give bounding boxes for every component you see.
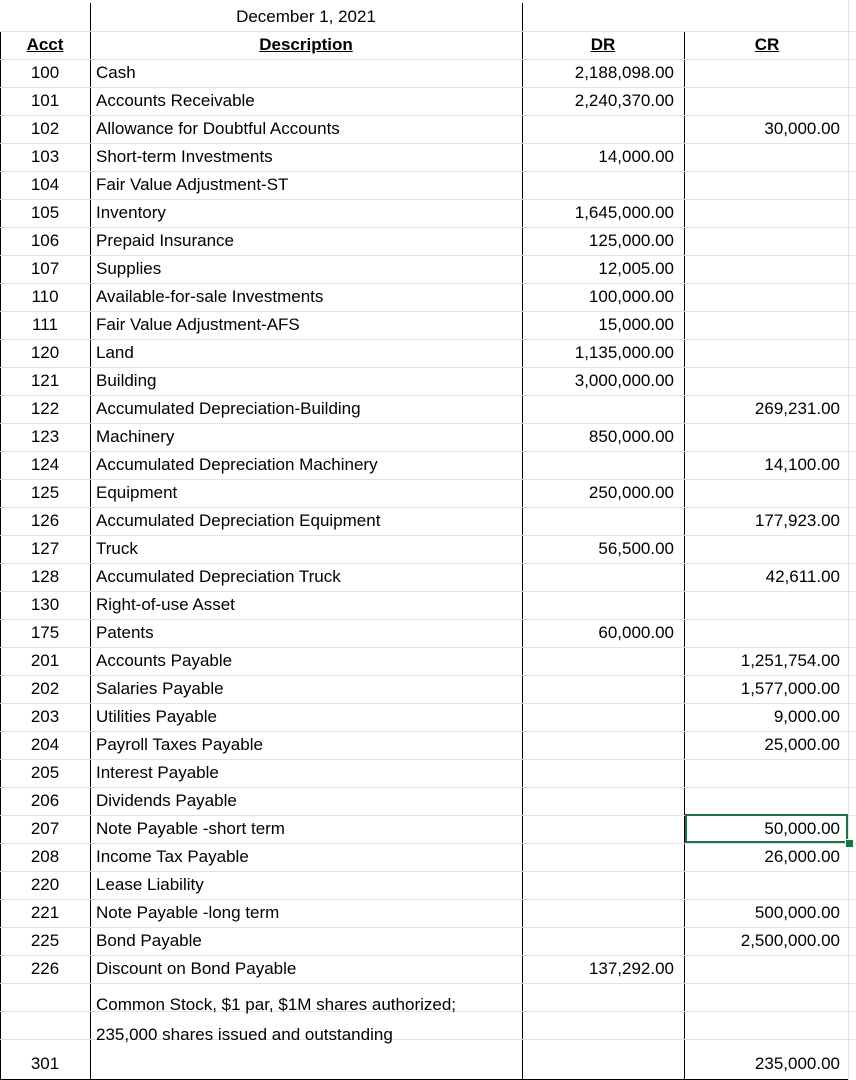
dr-cell[interactable] — [522, 395, 674, 423]
description-cell[interactable]: Available-for-sale Investments — [96, 287, 324, 306]
description-cell[interactable]: Salaries Payable — [96, 679, 224, 698]
description-cell[interactable]: Accumulated Depreciation Machinery — [96, 455, 378, 474]
cr-cell[interactable] — [684, 535, 840, 563]
acct-cell[interactable]: 125 — [30, 483, 60, 502]
dr-cell[interactable]: 15,000.00 — [598, 315, 674, 334]
dr-cell[interactable]: 100,000.00 — [588, 287, 674, 306]
cr-cell[interactable]: 30,000.00 — [764, 119, 840, 138]
description-cell[interactable]: Building — [96, 371, 157, 390]
acct-cell[interactable]: 105 — [30, 203, 60, 222]
dr-cell[interactable] — [522, 843, 674, 871]
acct-cell[interactable]: 128 — [30, 567, 60, 586]
dr-cell[interactable]: 56,500.00 — [598, 539, 674, 558]
description-cell[interactable]: Bond Payable — [96, 931, 202, 950]
cr-cell[interactable] — [684, 367, 840, 395]
description-cell[interactable]: Interest Payable — [96, 763, 219, 782]
acct-cell[interactable]: 126 — [30, 511, 60, 530]
acct-cell[interactable]: 110 — [31, 287, 59, 306]
acct-cell[interactable]: 123 — [30, 427, 60, 446]
acct-cell[interactable]: 208 — [30, 847, 60, 866]
dr-cell[interactable]: 1,135,000.00 — [574, 343, 674, 362]
description-cell[interactable]: Lease Liability — [96, 875, 204, 894]
dr-cell[interactable] — [522, 675, 674, 703]
description-cell[interactable]: Right-of-use Asset — [96, 595, 235, 614]
dr-cell[interactable] — [522, 451, 674, 479]
cr-cell[interactable] — [684, 171, 840, 199]
cr-cell[interactable] — [684, 143, 840, 171]
acct-cell[interactable]: 202 — [30, 679, 60, 698]
cr-cell[interactable] — [684, 423, 840, 451]
dr-cell[interactable]: 3,000,000.00 — [574, 371, 674, 390]
header-acct[interactable]: Acct — [26, 35, 64, 54]
dr-cell[interactable] — [522, 171, 674, 199]
description-cell[interactable]: Machinery — [96, 427, 175, 446]
cr-cell[interactable]: 14,100.00 — [764, 455, 840, 474]
description-cell[interactable]: Supplies — [96, 259, 162, 278]
description-cell[interactable]: Patents — [96, 623, 154, 642]
dr-cell[interactable] — [522, 759, 674, 787]
description-cell[interactable]: Discount on Bond Payable — [96, 959, 297, 978]
dr-cell[interactable]: 60,000.00 — [598, 623, 674, 642]
acct-cell[interactable]: 101 — [30, 91, 60, 110]
cr-cell[interactable] — [684, 199, 840, 227]
acct-cell[interactable]: 124 — [30, 455, 60, 474]
header-description[interactable]: Description — [259, 35, 353, 54]
description-cell[interactable]: Land — [96, 343, 134, 362]
acct-cell[interactable]: 205 — [30, 763, 60, 782]
cr-cell[interactable] — [684, 339, 840, 367]
dr-cell[interactable]: 137,292.00 — [588, 959, 674, 978]
cr-cell[interactable] — [684, 759, 840, 787]
cr-cell[interactable] — [684, 87, 840, 115]
description-cell[interactable]: Truck — [96, 539, 138, 558]
cr-cell[interactable]: 235,000.00 — [754, 1054, 840, 1073]
cr-cell[interactable] — [684, 479, 840, 507]
gridline — [0, 983, 856, 984]
cr-cell[interactable] — [684, 311, 840, 339]
acct-cell[interactable]: 203 — [30, 707, 60, 726]
acct-cell[interactable]: 106 — [30, 231, 60, 250]
description-cell[interactable]: Common Stock, $1 par, $1M shares authorized; 235,000 shares issued and outstanding — [96, 995, 457, 1044]
dr-cell[interactable] — [522, 647, 674, 675]
dr-cell[interactable] — [522, 703, 674, 731]
acct-cell[interactable]: 103 — [30, 147, 60, 166]
acct-cell[interactable]: 226 — [30, 959, 60, 978]
description-cell[interactable]: Payroll Taxes Payable — [96, 735, 263, 754]
dr-cell[interactable] — [522, 563, 674, 591]
acct-cell[interactable]: 120 — [30, 343, 60, 362]
description-cell[interactable]: Utilities Payable — [96, 707, 217, 726]
sheet-title: December 1, 2021 — [236, 7, 376, 26]
column-border — [90, 31, 91, 1080]
acct-cell[interactable]: 107 — [30, 259, 60, 278]
acct-cell[interactable]: 121 — [30, 371, 60, 390]
acct-cell[interactable]: 221 — [30, 903, 60, 922]
description-cell[interactable]: Allowance for Doubtful Accounts — [96, 119, 340, 138]
cr-cell[interactable]: 269,231.00 — [754, 399, 840, 418]
dr-cell[interactable]: 250,000.00 — [588, 483, 674, 502]
acct-cell[interactable]: 100 — [30, 63, 60, 82]
description-cell[interactable]: Inventory — [96, 203, 166, 222]
acct-cell[interactable]: 220 — [30, 875, 60, 894]
cr-cell[interactable] — [684, 787, 840, 815]
description-cell[interactable]: Equipment — [96, 483, 178, 502]
description-cell[interactable]: Income Tax Payable — [96, 847, 249, 866]
dr-cell[interactable]: 12,005.00 — [598, 259, 674, 278]
cr-cell[interactable] — [684, 871, 840, 899]
acct-cell[interactable]: 127 — [30, 539, 60, 558]
cr-cell[interactable]: 25,000.00 — [764, 735, 840, 754]
description-cell[interactable]: Note Payable -short term — [96, 819, 285, 838]
dr-cell[interactable] — [522, 731, 674, 759]
acct-cell[interactable]: 102 — [30, 119, 60, 138]
dr-cell[interactable]: 2,240,370.00 — [574, 91, 674, 110]
cr-cell[interactable] — [684, 59, 840, 87]
dr-cell[interactable] — [522, 507, 674, 535]
cr-cell[interactable]: 1,577,000.00 — [740, 679, 840, 698]
cr-cell[interactable] — [684, 227, 840, 255]
acct-cell[interactable]: 206 — [30, 791, 60, 810]
dr-cell[interactable]: 14,000.00 — [598, 147, 674, 166]
cr-cell[interactable] — [684, 955, 840, 983]
dr-cell[interactable] — [522, 787, 674, 815]
description-cell[interactable]: Fair Value Adjustment-AFS — [96, 315, 300, 334]
acct-cell[interactable]: 201 — [30, 651, 60, 670]
cr-cell[interactable] — [684, 283, 840, 311]
cr-cell[interactable]: 1,251,754.00 — [740, 651, 840, 670]
dr-cell[interactable] — [522, 815, 674, 843]
dr-cell[interactable]: 2,188,098.00 — [574, 63, 674, 82]
title-border — [522, 3, 523, 31]
dr-cell[interactable] — [522, 871, 674, 899]
acct-cell[interactable]: 225 — [30, 931, 60, 950]
acct-cell[interactable]: 130 — [30, 595, 60, 614]
description-cell[interactable]: Cash — [96, 63, 136, 82]
cr-cell[interactable]: 9,000.00 — [773, 707, 840, 726]
header-dr[interactable]: DR — [590, 35, 616, 54]
description-cell[interactable]: Fair Value Adjustment-ST — [96, 175, 289, 194]
description-cell[interactable]: Accumulated Depreciation-Building — [96, 399, 361, 418]
cr-cell[interactable] — [684, 255, 840, 283]
description-cell[interactable]: Accumulated Depreciation Truck — [96, 567, 341, 586]
cr-cell[interactable]: 500,000.00 — [754, 903, 840, 922]
description-cell[interactable]: Note Payable -long term — [96, 903, 280, 922]
description-cell[interactable]: Accumulated Depreciation Equipment — [96, 511, 381, 530]
acct-cell[interactable]: 175 — [30, 623, 60, 642]
cr-cell[interactable]: 2,500,000.00 — [740, 931, 840, 950]
dr-cell[interactable]: 1,645,000.00 — [574, 203, 674, 222]
dr-cell[interactable] — [522, 115, 674, 143]
description-cell[interactable]: Accounts Payable — [96, 651, 233, 670]
acct-cell[interactable]: 207 — [30, 819, 60, 838]
gridline — [848, 0, 849, 1080]
cr-cell[interactable] — [684, 619, 840, 647]
dr-cell[interactable]: 125,000.00 — [588, 231, 674, 250]
fill-handle[interactable] — [845, 839, 854, 848]
dr-cell[interactable] — [522, 927, 674, 955]
cr-cell[interactable]: 42,611.00 — [765, 567, 840, 586]
acct-cell[interactable]: 301 — [30, 1054, 60, 1073]
acct-cell[interactable]: 204 — [30, 735, 60, 754]
selected-cell-border — [685, 814, 848, 843]
description-cell[interactable]: Prepaid Insurance — [96, 231, 234, 250]
cr-cell[interactable] — [684, 591, 840, 619]
description-cell[interactable]: Short-term Investments — [96, 147, 273, 166]
cr-cell[interactable]: 26,000.00 — [764, 847, 840, 866]
cr-cell[interactable]: 177,923.00 — [754, 511, 840, 530]
description-cell[interactable]: Accounts Receivable — [96, 91, 255, 110]
dr-cell[interactable] — [522, 899, 674, 927]
acct-cell[interactable]: 104 — [30, 175, 60, 194]
acct-cell[interactable]: 111 — [32, 315, 58, 334]
description-cell[interactable]: Dividends Payable — [96, 791, 237, 810]
dr-cell[interactable]: 850,000.00 — [588, 427, 674, 446]
header-cr[interactable]: CR — [754, 35, 780, 54]
cr-cell[interactable]: 50,000.00 — [764, 819, 840, 838]
acct-cell[interactable]: 122 — [30, 399, 60, 418]
dr-cell[interactable] — [522, 591, 674, 619]
